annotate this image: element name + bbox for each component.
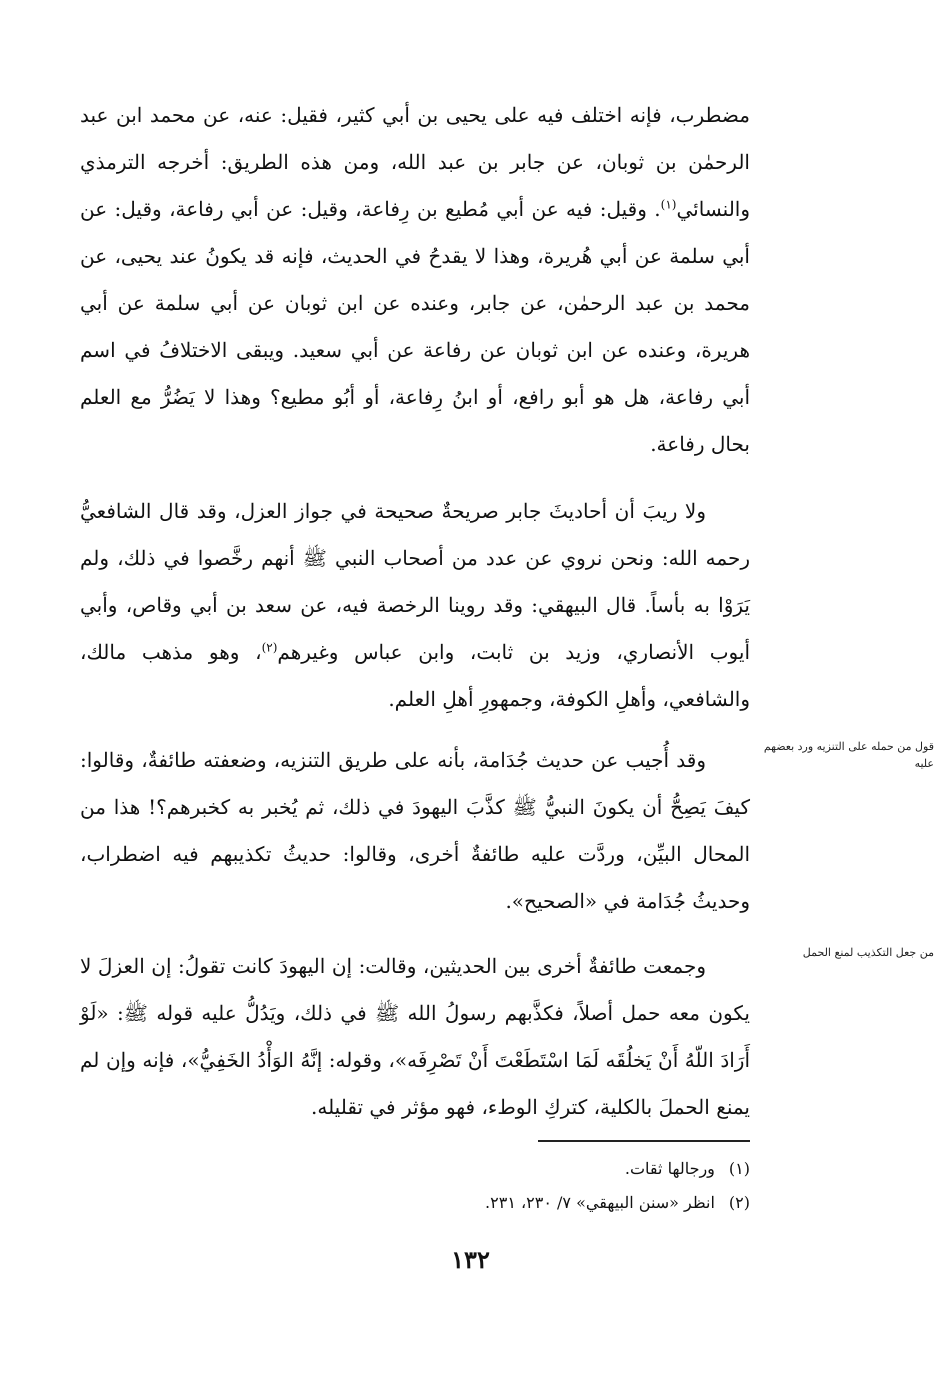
- footnote-divider: [538, 1140, 750, 1142]
- margin-note-1: قول من حمله على التنزيه ورد بعضهم عليه: [763, 740, 934, 770]
- footnote-2-text: انظر «سنن البيهقي» ٧/ ٢٣٠، ٢٣١.: [485, 1193, 715, 1212]
- margin-note-2: من جعل التكذيب لمنع الحمل: [802, 946, 934, 959]
- footnote-1-number: (١): [728, 1159, 750, 1178]
- footnote-2: [400, 1186, 750, 1220]
- paragraph-2-text-a: ولا ريبَ أن أحاديثَ جابر صريحةٌ صحيحة في جواز العزل، وقد قال الشافعيُّ رحمه الله: ونحن نروي عن عدد من أصحاب النبي ﷺ أنهم رخَّصوا في ذلك، ولم يَرَوْا به بأساً. قال البيهقي: وقد روينا الرخصة فيه، عن سعد بن أبي وقاص، وأبي أيوب الأنصاري، وزيد بن ثابت، وابن عباس وغيرهم: [80, 499, 750, 664]
- paragraph-1-text-b: . وقيل: فيه عن أبي مُطيع بن رِفاعة، وقيل: عن أبي رفاعة، وقيل: عن أبي سلمة عن أبي هُريرة، وهذا لا يقدحُ في الحديث، فإنه قد يكونُ عند يحيى، عن محمد بن عبد الرحمٰن، عن جابر، وعنده عن ابن ثوبان عن أبي سلمة عن أبي هريرة، وعنده عن ابن ثوبان عن رفاعة عن أبي سعيد. ويبقى الاختلافُ في اسم أبي رفاعة، هل هو أبو رافع، أو ابنُ رِفاعة، أو أبُو مطيع؟ وهذا لا يَضُرُّ مع العلم بحال رفاعة.: [80, 197, 750, 456]
- paragraph-1: [80, 92, 750, 468]
- footnote-ref-2[interactable]: (٢): [261, 640, 278, 655]
- footnote-2-number: (٢): [728, 1193, 750, 1212]
- footnote-ref-1[interactable]: (١): [660, 197, 677, 212]
- paragraph-4: وجمعت طائفةٌ أخرى بين الحديثين، وقالت: إن اليهودَ كانت تقولُ: إن العزلَ لا يكون معه حمل أصلاً، فكذَّبهم رسولُ الله ﷺ في ذلك، ويَدُلُّ عليه قوله ﷺ: «لَوْ أَرَادَ اللّهُ أَنْ يَخلُقَه لَمَا اسْتَطَعْتَ أَنْ تَصْرِفَه»، وقوله: إنَّهُ الوَأْدُ الخَفِيُّ»، فإنه وإن لم يمنع الحملَ بالكلية، كتركِ الوطء، فهو مؤثر في تقليله.: [80, 954, 750, 1119]
- footnote-1: [400, 1152, 750, 1186]
- page-number: ١٣٢: [451, 1245, 490, 1274]
- paragraph-2-text-b: ، وهو مذهب مالك، والشافعي، وأهلِ الكوفة، وجمهورِ أهلِ العلم.: [80, 640, 750, 711]
- footnotes: [400, 1152, 750, 1220]
- paragraph-1-text-a: مضطرب، فإنه اختلف فيه على يحيى بن أبي كثير، فقيل: عنه، عن محمد ابن عبد الرحمٰن بن ثوبان، عن جابر بن عبد الله، ومن هذه الطريق: أخرجه الترمذي والنسائي: [80, 103, 750, 221]
- paragraph-2: [80, 488, 750, 723]
- footnote-1-text: ورجالها ثقات.: [624, 1159, 715, 1178]
- main-text: [80, 92, 750, 1131]
- paragraph-3: وقد أُجيب عن حديث جُدَامة، بأنه على طريق التنزيه، وضعفته طائفةٌ، وقالوا: كيفَ يَصِحُّ أن يكونَ النبيُّ ﷺ كذَّبَ اليهودَ في ذلك، ثم يُخبر به كخبرهم؟! هذا من المحال البيِّن، وردَّت عليه طائفةٌ أخرى، وقالوا: حديثُ تكذيبهم فيه اضطراب، وحديثُ جُدَامة في «الصحيح».: [80, 748, 750, 913]
